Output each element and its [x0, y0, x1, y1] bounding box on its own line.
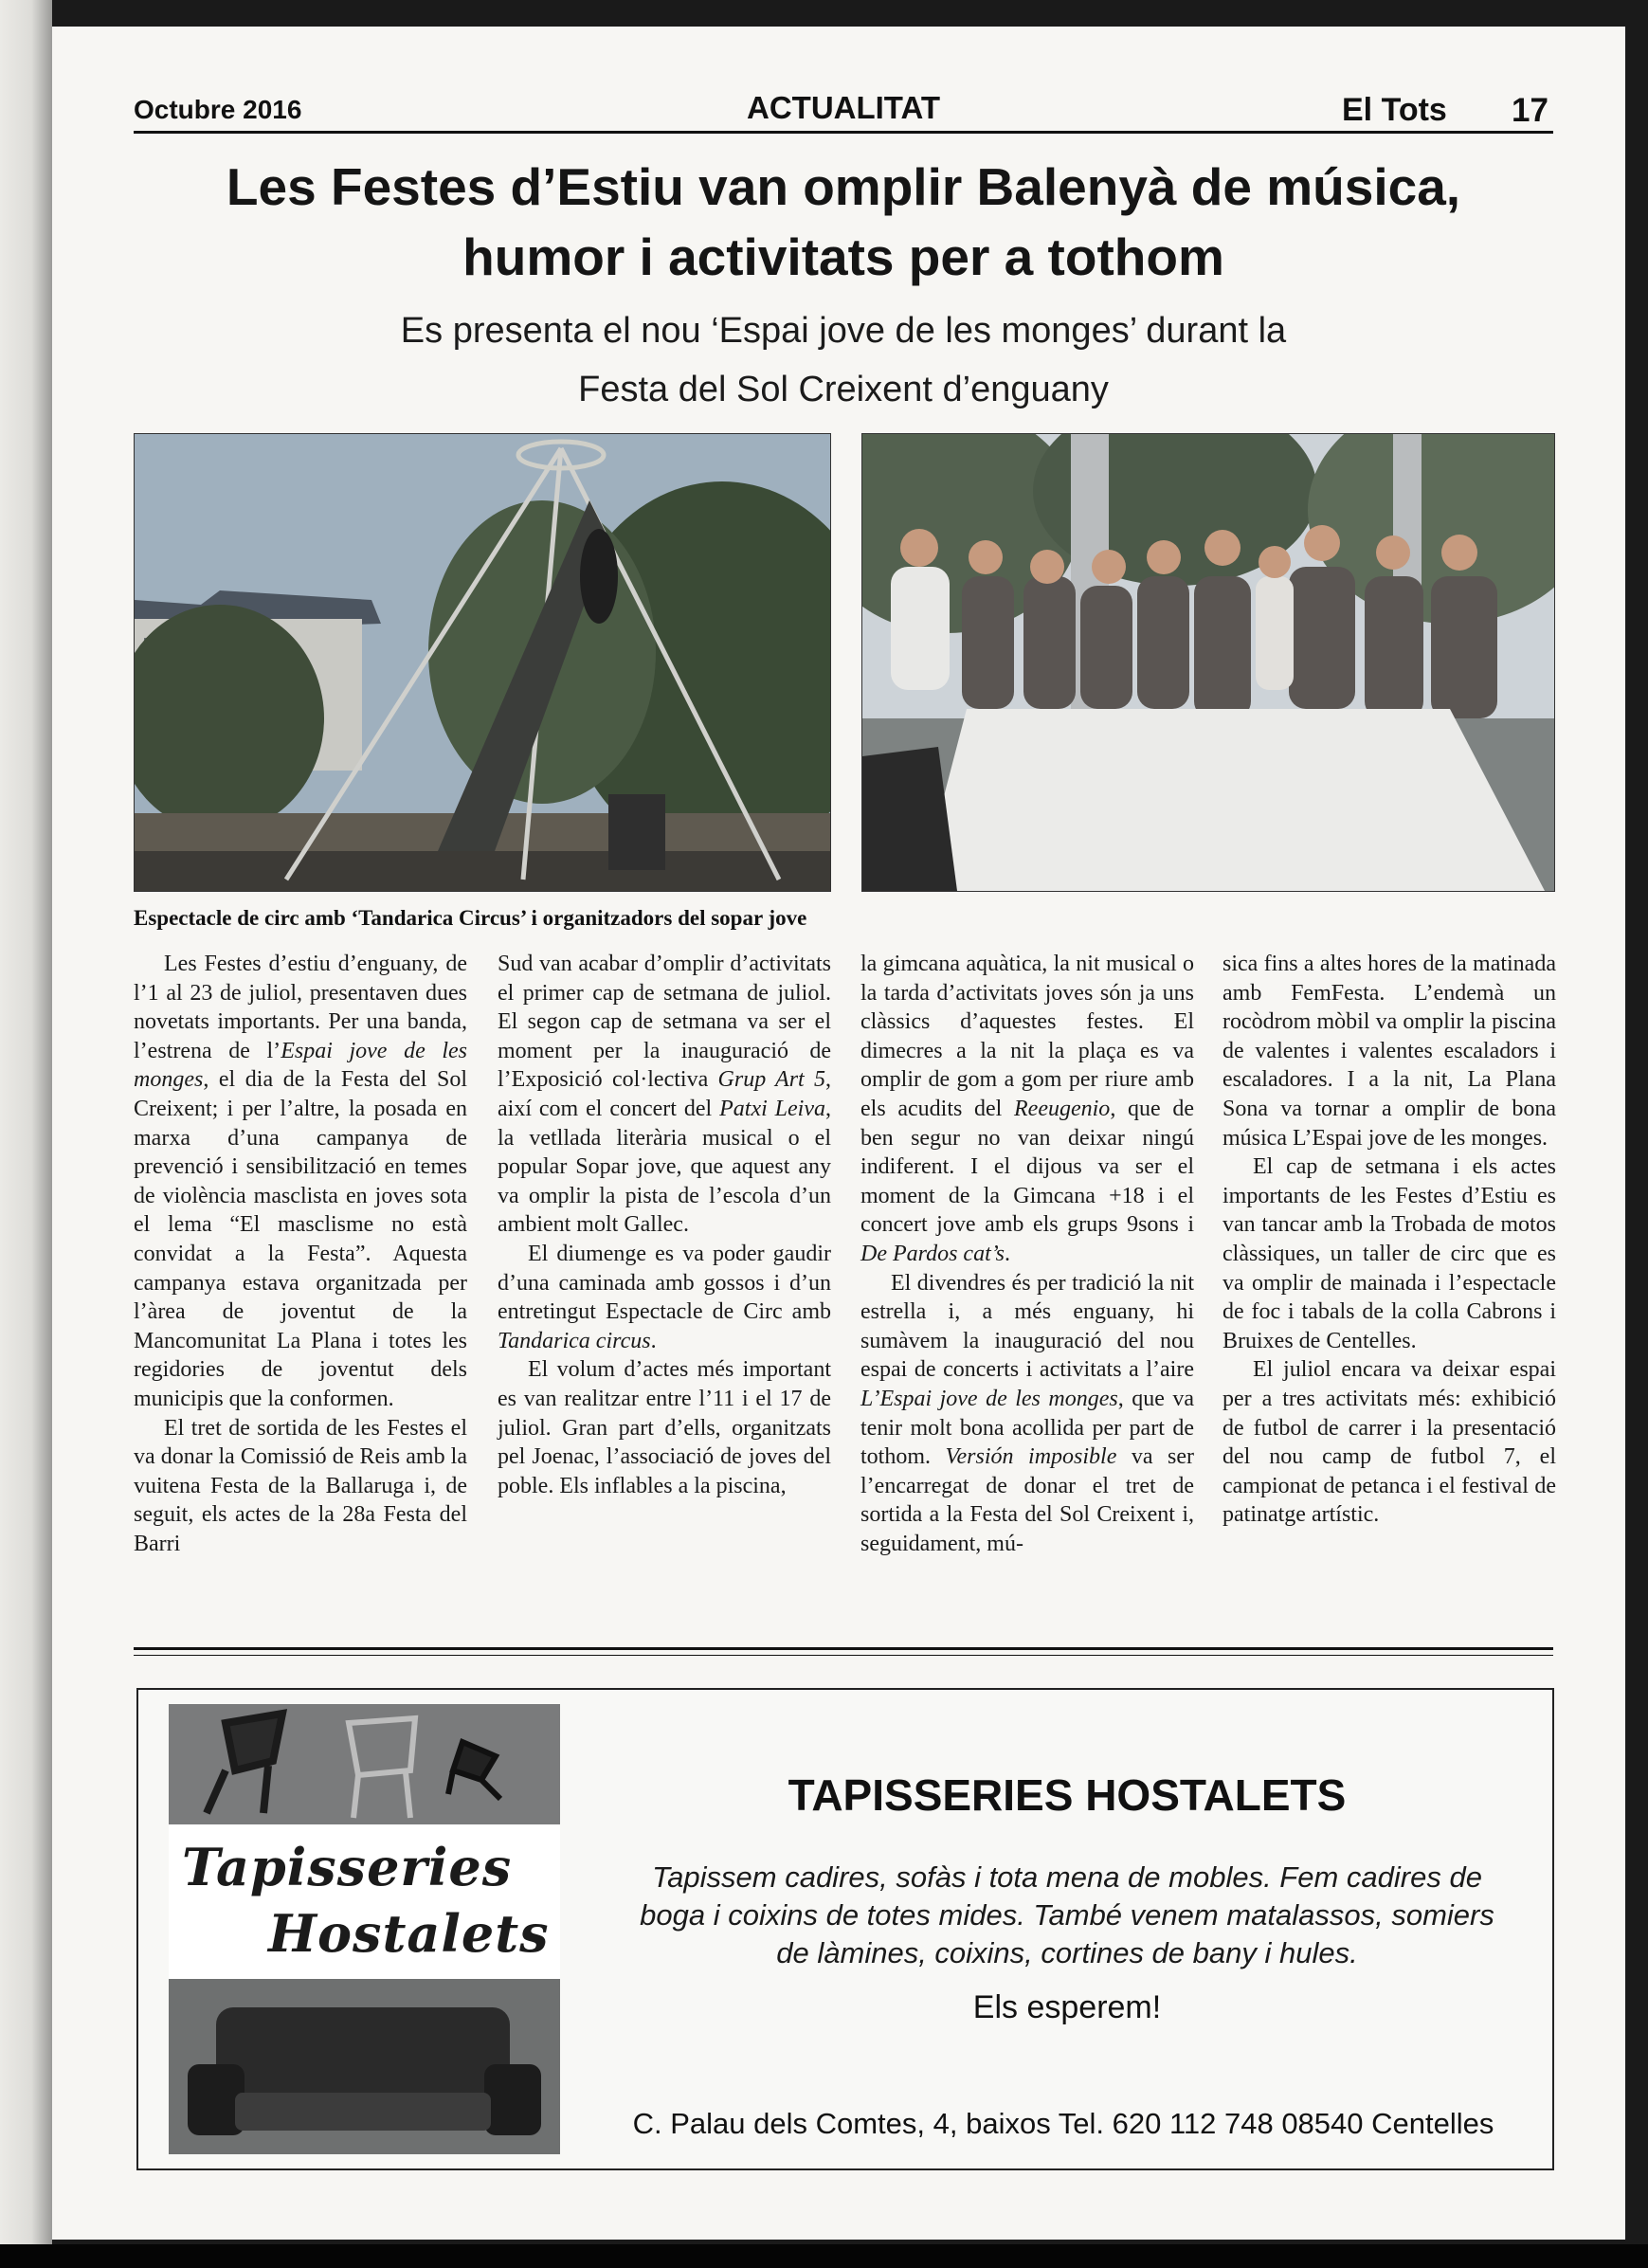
subtitle-line-2: Festa del Sol Creixent d’enguany	[578, 370, 1109, 409]
ad-title: TAPISSERIES HOSTALETS	[788, 1770, 1347, 1820]
paragraph: El diumenge es va poder gaudir d’una caminada amb gossos i d’un entretingut Espectacle de Circ amb Tandarica circus.	[498, 1241, 831, 1353]
header-rule	[134, 131, 1553, 134]
article-column-2	[498, 950, 831, 1500]
paragraph: El cap de setmana i els actes importants de les Festes d’Estiu es van tancar amb la Trobada de motos clàssiques, un taller de circ que es va omplir de mainada i l’espectacle de foc i tabals de la colla Cabrons i Bruixes de Centelles.	[1222, 1154, 1556, 1353]
paragraph: Sud van acabar d’omplir d’activitats el primer cap de setmana de juliol. El segon cap de setmana va ser el moment per la inauguració de l’Exposició col·lectiva Grup Art 5, així com el concert del Patxi Leiva, la vetllada literària musical o el popular Sopar jove, que aquest any va omplir la pista de l’escola d’un ambient molt Gallec.	[498, 952, 832, 1238]
page-binding-edge	[0, 0, 52, 2268]
article-column-3	[860, 950, 1194, 1558]
sofa-illustration	[169, 1979, 560, 2154]
logo-text-line-1: Tapisseries	[182, 1837, 513, 1897]
scan-border	[0, 2244, 1648, 2268]
paragraph: la gimcana aquàtica, la nit musical o la tarda d’activitats joves són ja uns clàssics d’aquestes festes. El dimecres a la nit la plaça es va omplir de gom a gom per riure amb els acudits del Reeugenio, que de ben segur no van deixar ningú indiferent. I el dijous va ser el moment de la Gimcana +18 i el concert jove amb els grups 9sons i De Pardos cat’s.	[860, 952, 1194, 1266]
ad-call-to-action: Els esperem!	[972, 1989, 1162, 2025]
ad-description: Tapissem cadires, sofàs i tota mena de mobles. Fem cadires de boga i coixins de totes mides. També venem matalassos, somiers de làmines, coixins, cortines de bany i hules.	[640, 1860, 1494, 1969]
paragraph: El tret de sortida de les Festes el va donar la Comissió de Reis amb la vuitena Festa de la Ballaruga i, de seguit, els actes de la 28a Festa del Barri	[134, 1415, 467, 1556]
photo-circus-show	[134, 433, 831, 892]
photo-organizers-group	[861, 433, 1555, 892]
article-subtitle	[284, 301, 1403, 419]
page-number: 17	[1512, 92, 1548, 129]
paragraph: El juliol encara va deixar espai per a tres activitats més: exhibició de futbol de carrer i la presentació del nou camp de futbol 7, el campionat de petanca i el festival de patinatge artístic.	[1222, 1357, 1556, 1528]
article-column-1	[134, 950, 467, 1558]
paragraph: El divendres és per tradició la nit estrella i, a més enguany, hi sumàvem la inauguració del nou espai de concerts i activitats a l’aire L’Espai jove de les monges, que va tenir molt bona acollida per part de tothom. Versión imposible va ser l’encarregat de donar el tret de sortida a la Festa del Sol Creixent i, seguidament, mú-	[860, 1270, 1195, 1556]
section-name: ACTUALITAT	[747, 90, 941, 125]
chairs-illustration	[169, 1704, 560, 1824]
publication-name: El Tots	[1342, 92, 1447, 128]
article-title	[134, 152, 1553, 292]
paragraph: Les Festes d’estiu d’enguany, de l’1 al 23 de juliol, presentaven dues novetats importants. Per una banda, l’estrena de l’Espai jove de les monges, el dia de la Festa del Sol Creixent; i per l’altre, la posada en marxa d’una campanya de prevenció i sensibilització en temes de violència masclista en joves sota el lema “El masclisme no està convidat a la Festa”. Aquesta campanya estava organitzada per l’àrea de joventut de la Mancomunitat La Plana i totes les regidories de joventut dels municipis que la conformen.	[134, 952, 468, 1411]
ad-logo	[169, 1704, 560, 2154]
paragraph: sica fins a altes hores de la matinada amb FemFesta. L’endemà un rocòdrom mòbil va omplir la piscina de valentes i valentes escaladors i escaladores. I a la nit, La Plana Sona va tornar a omplir de bona música L’Espai jove de les monges.	[1222, 952, 1556, 1151]
paragraph: El volum d’actes més important es van realitzar entre l’11 i el 17 de juliol. Gran part d’ells, organitzats pel Joenac, l’associació de joves del poble. Els inflables a la piscina,	[498, 1357, 831, 1498]
issue-date: Octubre 2016	[134, 95, 302, 124]
section-divider	[134, 1647, 1553, 1650]
logo-text-line-2: Hostalets	[268, 1903, 550, 1964]
subtitle-line-1: Es presenta el nou ‘Espai jove de les monges’ durant la	[400, 311, 1287, 351]
section-divider-thin	[134, 1655, 1553, 1656]
photo-caption: Espectacle de circ amb ‘Tandarica Circus’ i organitzadors del sopar jove	[134, 906, 807, 930]
ad-address: C. Palau dels Comtes, 4, baixos Tel. 620 112 748 08540 Centelles	[632, 2107, 1494, 2140]
title-line-1: Les Festes d’Estiu van omplir Balenyà de música,	[226, 157, 1461, 216]
title-line-2: humor i activitats per a tothom	[462, 227, 1224, 286]
article-column-4	[1222, 950, 1556, 1530]
advertisement	[136, 1688, 1554, 2170]
